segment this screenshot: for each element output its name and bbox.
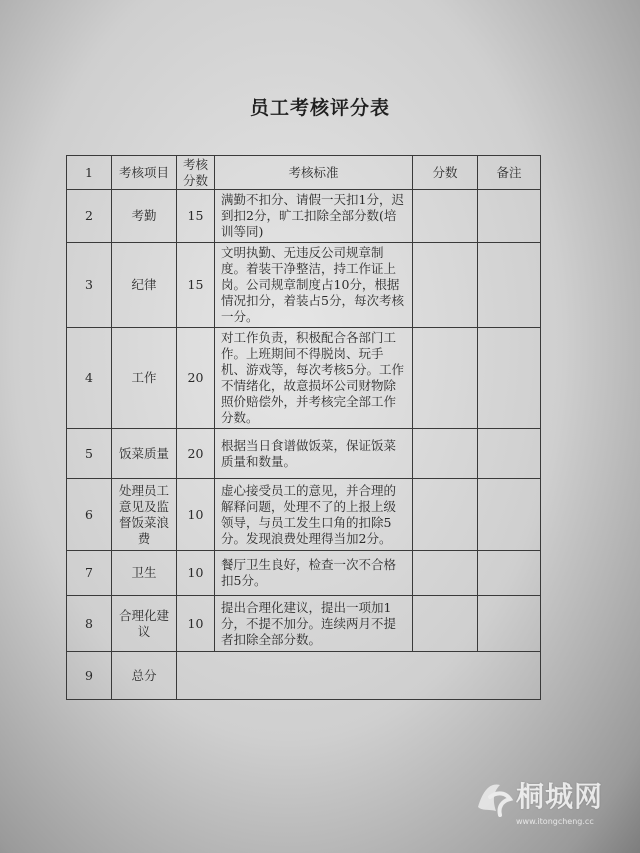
row-item: 合理化建议 bbox=[112, 596, 177, 652]
header-standard: 考核标准 bbox=[215, 156, 413, 190]
row-no: 7 bbox=[67, 551, 112, 596]
row-score: 10 bbox=[177, 596, 215, 652]
row-remark-cell[interactable] bbox=[478, 243, 541, 328]
row-score: 20 bbox=[177, 328, 215, 429]
header-remark: 备注 bbox=[478, 156, 541, 190]
total-row bbox=[67, 652, 541, 700]
row-remark-cell[interactable] bbox=[478, 551, 541, 596]
row-standard: 虚心接受员工的意见，并合理的解释问题，处理不了的上报上级领导，与员工发生口角的扣除5分。发现浪费处理得当加2分。 bbox=[215, 479, 413, 551]
total-label: 总分 bbox=[112, 652, 177, 700]
row-remark-cell[interactable] bbox=[478, 429, 541, 479]
row-score: 20 bbox=[177, 429, 215, 479]
row-standard: 满勤不扣分、请假一天扣1分，迟到扣2分，旷工扣除全部分数(培训等同) bbox=[215, 190, 413, 243]
row-points-cell[interactable] bbox=[413, 429, 478, 479]
total-value-cell[interactable] bbox=[177, 652, 541, 700]
row-points-cell[interactable] bbox=[413, 596, 478, 652]
row-item: 饭菜质量 bbox=[112, 429, 177, 479]
row-score: 15 bbox=[177, 190, 215, 243]
row-no: 3 bbox=[67, 243, 112, 328]
header-item: 考核项目 bbox=[112, 156, 177, 190]
header-no: 1 bbox=[67, 156, 112, 190]
table-row bbox=[67, 243, 541, 328]
row-standard: 对工作负责，积极配合各部门工作。上班期间不得脱岗、玩手机、游戏等，每次考核5分。工作不情绪化，故意损坏公司财物除照价赔偿外，并考核完全部工作分数。 bbox=[215, 328, 413, 429]
row-score: 15 bbox=[177, 243, 215, 328]
row-score: 10 bbox=[177, 551, 215, 596]
total-no: 9 bbox=[67, 652, 112, 700]
row-points-cell[interactable] bbox=[413, 190, 478, 243]
table-row bbox=[67, 190, 541, 243]
row-item: 考勤 bbox=[112, 190, 177, 243]
row-remark-cell[interactable] bbox=[478, 596, 541, 652]
table-row bbox=[67, 429, 541, 479]
header-score-line1: 考核 bbox=[182, 156, 208, 172]
row-no: 8 bbox=[67, 596, 112, 652]
row-standard: 文明执勤、无违反公司规章制度。着装干净整洁，持工作证上岗。公司规章制度占10分，根据情况扣分，着装占5分，每次考核一分。 bbox=[215, 243, 413, 328]
row-points-cell[interactable] bbox=[413, 328, 478, 429]
evaluation-table bbox=[66, 155, 541, 700]
row-item: 工作 bbox=[112, 328, 177, 429]
watermark-url: www.itongcheng.cc bbox=[516, 817, 594, 826]
row-standard: 根据当日食谱做饭菜，保证饭菜质量和数量。 bbox=[215, 429, 413, 479]
row-points-cell[interactable] bbox=[413, 243, 478, 328]
header-points: 分数 bbox=[413, 156, 478, 190]
table-row bbox=[67, 596, 541, 652]
row-remark-cell[interactable] bbox=[478, 328, 541, 429]
row-score: 10 bbox=[177, 479, 215, 551]
row-no: 4 bbox=[67, 328, 112, 429]
header-score-line2: 分数 bbox=[182, 172, 208, 188]
table-row bbox=[67, 328, 541, 429]
row-remark-cell[interactable] bbox=[478, 190, 541, 243]
row-no: 5 bbox=[67, 429, 112, 479]
row-item: 处理员工意见及监督饭菜浪费 bbox=[112, 479, 177, 551]
tongcheng-logo-icon bbox=[470, 777, 514, 821]
row-points-cell[interactable] bbox=[413, 479, 478, 551]
row-points-cell[interactable] bbox=[413, 551, 478, 596]
row-remark-cell[interactable] bbox=[478, 479, 541, 551]
page-title: 员工考核评分表 bbox=[249, 97, 390, 119]
row-item: 纪律 bbox=[112, 243, 177, 328]
watermark-brand: 桐城网 bbox=[516, 780, 604, 813]
row-no: 2 bbox=[67, 190, 112, 243]
watermark bbox=[470, 775, 630, 835]
header-row bbox=[67, 156, 541, 190]
header-score bbox=[177, 156, 215, 190]
row-standard: 提出合理化建议，提出一项加1分，不提不加分。连续两月不提者扣除全部分数。 bbox=[215, 596, 413, 652]
table-row bbox=[67, 551, 541, 596]
table-row bbox=[67, 479, 541, 551]
row-no: 6 bbox=[67, 479, 112, 551]
row-item: 卫生 bbox=[112, 551, 177, 596]
row-standard: 餐厅卫生良好，检查一次不合格扣5分。 bbox=[215, 551, 413, 596]
